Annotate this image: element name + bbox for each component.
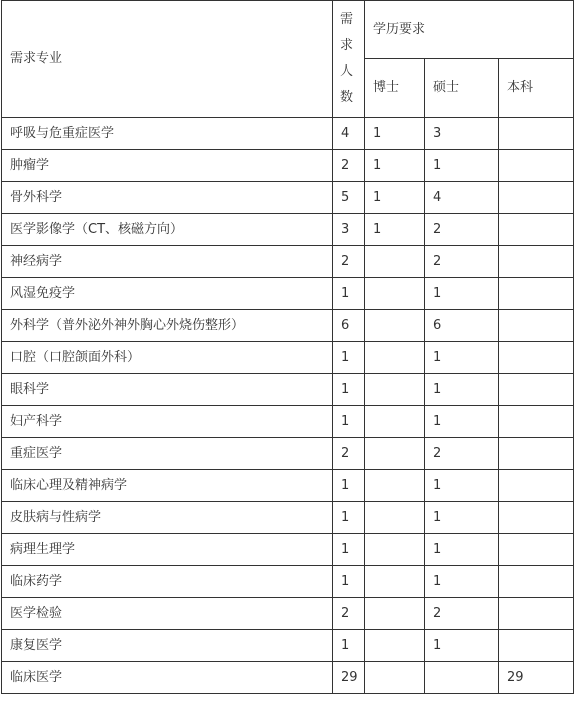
cell-phd: 1 — [365, 214, 425, 246]
cell-count: 1 — [333, 502, 365, 534]
table-row — [2, 150, 574, 182]
cell-count: 1 — [333, 630, 365, 662]
cell-bachelor — [499, 438, 574, 470]
cell-phd — [365, 278, 425, 310]
table-row — [2, 470, 574, 502]
cell-bachelor — [499, 502, 574, 534]
table-body — [2, 1, 574, 694]
cell-master: 6 — [425, 310, 499, 342]
cell-master: 1 — [425, 278, 499, 310]
cell-master: 1 — [425, 566, 499, 598]
header-bachelor: 本科 — [499, 59, 574, 118]
cell-major: 医学检验 — [2, 598, 333, 630]
table-row — [2, 278, 574, 310]
cell-master: 1 — [425, 470, 499, 502]
cell-major: 风湿免疫学 — [2, 278, 333, 310]
cell-phd — [365, 438, 425, 470]
cell-phd — [365, 502, 425, 534]
cell-master: 3 — [425, 118, 499, 150]
cell-bachelor — [499, 374, 574, 406]
cell-master: 2 — [425, 438, 499, 470]
cell-master: 1 — [425, 502, 499, 534]
header-phd: 博士 — [365, 59, 425, 118]
table-row — [2, 662, 574, 694]
cell-phd — [365, 406, 425, 438]
table-row — [2, 598, 574, 630]
cell-count: 2 — [333, 598, 365, 630]
cell-phd — [365, 374, 425, 406]
cell-phd — [365, 662, 425, 694]
table-row — [2, 566, 574, 598]
header-education: 学历要求 — [365, 1, 574, 59]
cell-count: 4 — [333, 118, 365, 150]
cell-phd — [365, 630, 425, 662]
table-row — [2, 438, 574, 470]
recruitment-table — [1, 0, 574, 694]
cell-master: 1 — [425, 406, 499, 438]
cell-major: 临床药学 — [2, 566, 333, 598]
cell-bachelor — [499, 566, 574, 598]
cell-bachelor — [499, 534, 574, 566]
cell-bachelor — [499, 470, 574, 502]
cell-major: 肿瘤学 — [2, 150, 333, 182]
cell-phd — [365, 310, 425, 342]
cell-bachelor — [499, 118, 574, 150]
cell-count: 5 — [333, 182, 365, 214]
cell-count: 1 — [333, 374, 365, 406]
cell-major: 康复医学 — [2, 630, 333, 662]
header-count-text: 需求人数 — [340, 12, 354, 105]
table-row — [2, 342, 574, 374]
cell-master: 1 — [425, 150, 499, 182]
cell-major: 神经病学 — [2, 246, 333, 278]
cell-count: 2 — [333, 438, 365, 470]
cell-phd — [365, 566, 425, 598]
cell-major: 皮肤病与性病学 — [2, 502, 333, 534]
header-row-top — [2, 1, 574, 59]
table-row — [2, 246, 574, 278]
cell-count: 1 — [333, 470, 365, 502]
cell-phd — [365, 470, 425, 502]
cell-count: 29 — [333, 662, 365, 694]
cell-major: 眼科学 — [2, 374, 333, 406]
header-major: 需求专业 — [2, 1, 333, 118]
cell-phd — [365, 534, 425, 566]
cell-master — [425, 662, 499, 694]
cell-bachelor — [499, 342, 574, 374]
cell-phd — [365, 598, 425, 630]
cell-major: 妇产科学 — [2, 406, 333, 438]
cell-count: 1 — [333, 278, 365, 310]
cell-phd — [365, 246, 425, 278]
cell-count: 1 — [333, 342, 365, 374]
cell-master: 1 — [425, 374, 499, 406]
cell-count: 3 — [333, 214, 365, 246]
table-row — [2, 502, 574, 534]
cell-count: 6 — [333, 310, 365, 342]
table-row — [2, 310, 574, 342]
cell-bachelor — [499, 406, 574, 438]
cell-phd: 1 — [365, 150, 425, 182]
cell-bachelor — [499, 246, 574, 278]
cell-count: 2 — [333, 246, 365, 278]
cell-master: 1 — [425, 630, 499, 662]
header-master: 硕士 — [425, 59, 499, 118]
table-row — [2, 182, 574, 214]
table-row — [2, 374, 574, 406]
cell-master: 2 — [425, 214, 499, 246]
cell-major: 重症医学 — [2, 438, 333, 470]
cell-count: 1 — [333, 534, 365, 566]
table-row — [2, 534, 574, 566]
cell-major: 病理生理学 — [2, 534, 333, 566]
header-count — [333, 1, 365, 118]
cell-phd — [365, 342, 425, 374]
cell-bachelor — [499, 214, 574, 246]
cell-bachelor — [499, 310, 574, 342]
cell-count: 1 — [333, 406, 365, 438]
cell-major: 临床医学 — [2, 662, 333, 694]
cell-major: 口腔（口腔颌面外科） — [2, 342, 333, 374]
cell-bachelor — [499, 278, 574, 310]
cell-major: 外科学（普外泌外神外胸心外烧伤整形） — [2, 310, 333, 342]
cell-major: 临床心理及精神病学 — [2, 470, 333, 502]
cell-major: 医学影像学（CT、核磁方向） — [2, 214, 333, 246]
cell-major: 骨外科学 — [2, 182, 333, 214]
cell-phd: 1 — [365, 118, 425, 150]
cell-bachelor — [499, 182, 574, 214]
table-row — [2, 118, 574, 150]
table-row — [2, 214, 574, 246]
cell-master: 1 — [425, 534, 499, 566]
cell-master: 2 — [425, 598, 499, 630]
cell-bachelor: 29 — [499, 662, 574, 694]
cell-master: 4 — [425, 182, 499, 214]
cell-major: 呼吸与危重症医学 — [2, 118, 333, 150]
cell-bachelor — [499, 598, 574, 630]
table-row — [2, 406, 574, 438]
cell-bachelor — [499, 630, 574, 662]
cell-master: 1 — [425, 342, 499, 374]
cell-count: 1 — [333, 566, 365, 598]
table-row — [2, 630, 574, 662]
cell-phd: 1 — [365, 182, 425, 214]
cell-count: 2 — [333, 150, 365, 182]
cell-bachelor — [499, 150, 574, 182]
cell-master: 2 — [425, 246, 499, 278]
